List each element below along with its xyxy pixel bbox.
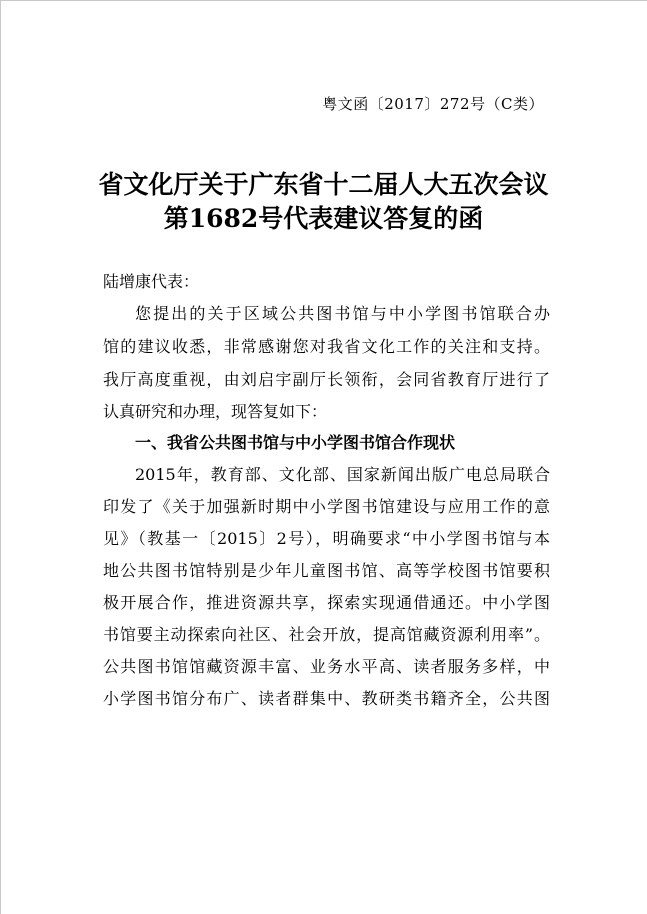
salutation: 陆增康代表： (103, 272, 200, 291)
document-title-line-2: 第1682号代表建议答复的函 (163, 204, 484, 233)
paragraph-2-line: 见》（教基一〔2015〕2号），明确要求“中小学图书馆与本 (103, 529, 550, 548)
paragraph-2-line: 印发了《关于加强新时期中小学图书馆建设与应用工作的意 (103, 497, 550, 516)
page-edge-left (0, 0, 1, 914)
page-edge-top (0, 0, 647, 1)
paragraph-2-line: 小学图书馆分布广、读者群集中、教研类书籍齐全，公共图 (103, 689, 550, 708)
paragraph-2-line: 极开展合作，推进资源共享，探索实现通借通还。中小学图 (103, 593, 550, 612)
paragraph-1-line: 认真研究和办理，现答复如下： (103, 402, 328, 421)
section-1-heading: 一、我省公共图书馆与中小学图书馆合作现状 (135, 433, 456, 452)
paragraph-1-line: 馆的建议收悉，非常感谢您对我省文化工作的关注和支持。 (103, 337, 550, 356)
paragraph-2-line: 书馆要主动探索向社区、社会开放，提高馆藏资源利用率”。 (103, 625, 550, 644)
document-number: 粤文函〔2017〕272号（C类） (322, 95, 544, 113)
document-title-line-1: 省文化厅关于广东省十二届人大五次会议 (98, 170, 549, 199)
paragraph-2-line: 公共图书馆馆藏资源丰富、业务水平高、读者服务多样，中 (103, 657, 550, 676)
paragraph-2-line: 2015年，教育部、文化部、国家新闻出版广电总局联合 (135, 465, 550, 484)
paragraph-2-line: 地公共图书馆特别是少年儿童图书馆、高等学校图书馆要积 (103, 561, 550, 580)
paragraph-1-line: 您提出的关于区域公共图书馆与中小学图书馆联合办 (135, 304, 550, 323)
paragraph-1-line: 我厅高度重视，由刘启宇副厅长领衔，会同省教育厅进行了 (103, 370, 550, 389)
